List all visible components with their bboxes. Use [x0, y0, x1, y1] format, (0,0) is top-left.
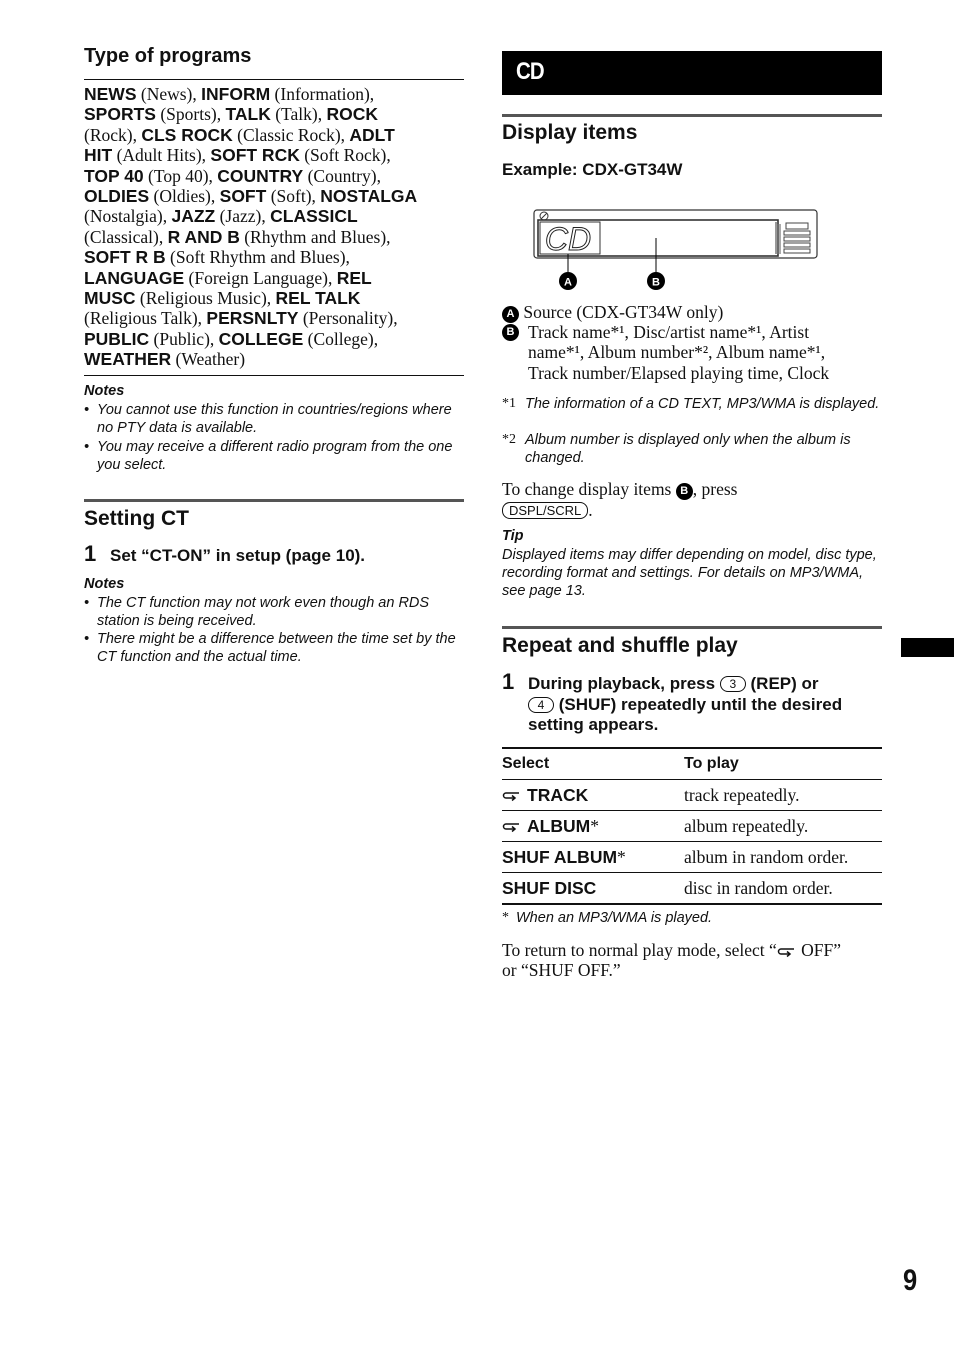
divider: [84, 375, 464, 376]
select-label: TRACK: [527, 784, 589, 805]
item-b-line: Track name*¹, Disc/artist name*¹, Artist: [528, 322, 810, 342]
notes-heading: Notes: [84, 383, 125, 399]
program-line: [84, 125, 464, 145]
notes-heading: Notes: [84, 576, 125, 592]
program-description: (Top 40),: [143, 165, 218, 186]
program-code: TOP 40: [84, 165, 144, 186]
repeat-shuffle-table: [502, 747, 882, 905]
program-line: [84, 166, 464, 186]
lcd-figure: [532, 208, 822, 294]
select-cell: [502, 780, 684, 811]
table-row: [502, 842, 882, 873]
program-description: (Weather): [171, 349, 246, 370]
program-types-list: [84, 84, 464, 370]
program-code: TALK: [225, 104, 271, 125]
period: .: [588, 500, 593, 520]
play-cell: album in random order.: [684, 842, 882, 873]
program-description: (Religious Talk),: [84, 308, 207, 329]
step-text: Set “CT-ON” in setup (page 10).: [110, 546, 366, 565]
program-description: (Information),: [270, 84, 375, 104]
program-line: [84, 308, 464, 328]
marker-b-label: B: [652, 276, 660, 289]
footnote-text: The information of a CD TEXT, MP3/WMA is displayed.: [525, 396, 880, 412]
repeat-icon: [502, 821, 522, 833]
step-number: 1: [84, 541, 97, 566]
repeat-shuffle-heading: Repeat and shuffle play: [502, 634, 738, 657]
play-cell: track repeatedly.: [684, 780, 882, 811]
program-code: JAZZ: [171, 206, 216, 227]
marker-b-icon: B: [502, 324, 519, 341]
program-description: (Religious Music),: [135, 288, 276, 309]
program-code: PERSNLTY: [206, 308, 299, 329]
item-b: [502, 322, 882, 383]
program-code: REL TALK: [275, 288, 361, 309]
table-row: [502, 873, 882, 905]
select-label: SHUF ALBUM: [502, 846, 618, 867]
bullet: •: [84, 439, 90, 455]
program-code: NOSTALGA: [320, 186, 418, 207]
step-number: 1: [502, 669, 515, 694]
program-description: (Soft Rhythm and Blues),: [165, 247, 350, 268]
program-line: [84, 206, 464, 226]
program-code: NEWS: [84, 84, 137, 104]
page-number: 9: [903, 1264, 918, 1297]
item-b-line: Track number/Elapsed playing time, Clock: [528, 362, 830, 383]
program-line: [84, 227, 464, 247]
table-footnote: [502, 909, 882, 927]
footnote: [502, 395, 882, 413]
note-item: [84, 438, 464, 474]
program-description: (College),: [303, 328, 379, 349]
program-description: (Oldies),: [149, 186, 220, 207]
program-line: [84, 329, 464, 349]
note-text: You may receive a different radio program from the one you select.: [97, 439, 453, 474]
item-a: [502, 302, 882, 323]
footnote-mark: *2: [502, 432, 516, 447]
program-description: (Foreign Language),: [184, 267, 337, 288]
program-code: ADLT: [349, 124, 395, 145]
section-title: CD: [516, 58, 544, 85]
program-line: [84, 84, 464, 104]
section-rule: [502, 114, 882, 117]
section-title-bar: [502, 51, 882, 95]
section-rule: [84, 499, 464, 502]
program-description: (Classical),: [84, 226, 168, 247]
program-description: (Soft),: [266, 186, 321, 207]
program-description: (Jazz),: [215, 206, 271, 227]
program-description: (Soft Rock),: [299, 145, 391, 166]
select-label: ALBUM: [527, 815, 591, 836]
table-row: [502, 780, 882, 811]
program-code: SOFT R B: [84, 247, 166, 268]
footnote-text: Album number is displayed only when the album is changed.: [525, 432, 851, 467]
program-code: WEATHER: [84, 349, 172, 370]
key-3-label: 3: [720, 676, 746, 692]
program-code: REL: [336, 267, 372, 288]
note-text: The CT function may not work even though an RDS station is being received.: [97, 595, 430, 630]
lcd-text: CD: [544, 221, 592, 257]
section-rule: [502, 626, 882, 629]
program-code: CLS ROCK: [141, 124, 233, 145]
program-line: [84, 145, 464, 165]
program-description: (Personality),: [298, 308, 398, 329]
program-line: [84, 186, 464, 206]
item-a-text: Source (CDX-GT34W only): [523, 302, 724, 322]
program-description: (News),: [136, 84, 202, 104]
program-description: (Rock),: [84, 124, 142, 145]
note-item: [84, 630, 464, 666]
program-line: [84, 288, 464, 308]
bullet: •: [84, 402, 90, 418]
repeat-icon: [502, 790, 522, 802]
step-text: [528, 674, 882, 736]
program-code: SPORTS: [84, 104, 156, 125]
note-item: [84, 594, 464, 630]
program-line: [84, 247, 464, 267]
tip-text: Displayed items may differ depending on model, disc type, recording format and settings. For details on MP3/WMA, see page 13.: [502, 547, 877, 600]
asterisk: *: [617, 846, 626, 867]
return-text: To return to normal play mode, select “: [502, 940, 777, 960]
select-cell: [502, 811, 684, 842]
program-code: HIT: [84, 145, 113, 166]
key-4-label: 4: [528, 697, 554, 713]
note-item: [84, 401, 464, 437]
program-description: (Adult Hits),: [112, 145, 211, 166]
program-code: INFORM: [201, 84, 271, 104]
return-text: or “SHUF OFF.”: [502, 960, 621, 981]
program-code: ROCK: [326, 104, 379, 125]
table-row: [502, 811, 882, 842]
program-code: PUBLIC: [84, 328, 150, 349]
program-code: COLLEGE: [218, 328, 304, 349]
return-text: OFF”: [796, 940, 842, 960]
step-text-part: (REP) or: [745, 674, 819, 693]
change-text: , press: [692, 479, 738, 499]
setting-ct-heading: Setting CT: [84, 507, 189, 530]
footnote-mark: *: [502, 910, 509, 925]
item-b-line: name*¹, Album number*², Album name*¹,: [528, 342, 826, 363]
heading-rule: [84, 79, 464, 80]
note-text: You cannot use this function in countries/regions where no PTY data is available.: [97, 402, 452, 437]
type-of-programs-heading: Type of programs: [84, 45, 252, 67]
program-code: SOFT: [219, 186, 267, 207]
program-description: (Public),: [149, 328, 219, 349]
display-items-heading: Display items: [502, 121, 638, 144]
program-code: SOFT RCK: [210, 145, 300, 166]
program-description: (Nostalgia),: [84, 206, 172, 227]
select-label: SHUF DISC: [502, 877, 597, 898]
return-normal-text: [502, 940, 882, 981]
program-line: [84, 268, 464, 288]
marker-a-label: A: [564, 276, 572, 289]
program-code: OLDIES: [84, 186, 150, 207]
program-description: (Rhythm and Blues),: [239, 226, 391, 247]
repeat-icon: [777, 946, 797, 958]
program-code: LANGUAGE: [84, 267, 185, 288]
step-text-part: (SHUF) repeatedly until the desired setting appears.: [528, 694, 843, 734]
change-display-text: [502, 479, 882, 520]
bullet: •: [84, 595, 90, 611]
program-description: (Country),: [303, 165, 381, 186]
program-description: (Sports),: [155, 104, 226, 125]
select-cell: [502, 842, 684, 873]
footnote: [502, 431, 882, 467]
program-code: CLASSICL: [270, 206, 358, 227]
tip-heading: Tip: [502, 528, 524, 544]
footnote-mark: *1: [502, 396, 516, 411]
bullet: •: [84, 631, 90, 647]
example-label: Example: CDX-GT34W: [502, 160, 683, 179]
program-description: (Classic Rock),: [232, 124, 350, 145]
select-cell: [502, 873, 684, 905]
side-tab: [901, 638, 954, 657]
program-code: MUSC: [84, 288, 136, 309]
program-code: R AND B: [167, 226, 240, 247]
table-header: Select: [502, 748, 684, 780]
program-line: [84, 104, 464, 124]
change-text: To change display items: [502, 479, 676, 499]
display-illustration: [532, 208, 822, 294]
play-cell: disc in random order.: [684, 873, 882, 905]
dspl-scrl-button-label: DSPL/SCRL: [502, 502, 588, 519]
marker-a-icon: A: [502, 306, 519, 323]
footnote-text: When an MP3/WMA is played.: [516, 910, 713, 926]
table-header: To play: [684, 748, 882, 780]
asterisk: *: [590, 815, 599, 836]
program-description: (Talk),: [270, 104, 327, 125]
marker-b-icon: B: [676, 483, 693, 500]
table-header-row: [502, 748, 882, 780]
step-text-part: During playback, press: [528, 674, 720, 693]
play-cell: album repeatedly.: [684, 811, 882, 842]
note-text: There might be a difference between the time set by the CT function and the actual time.: [97, 631, 456, 666]
program-code: COUNTRY: [217, 165, 304, 186]
program-line: [84, 349, 464, 369]
